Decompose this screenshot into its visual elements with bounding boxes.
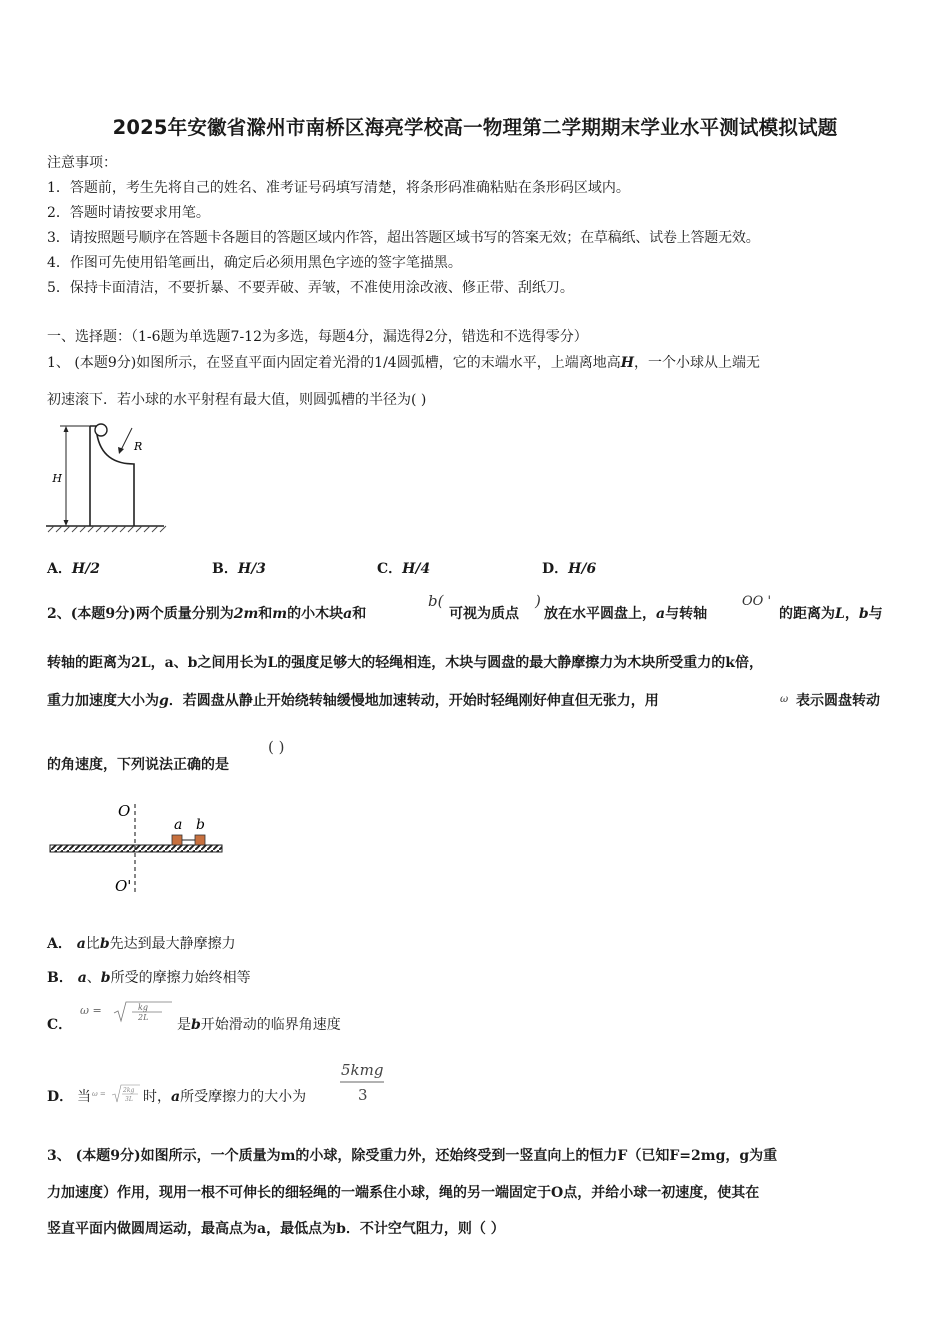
q2-option-d-formula: [92, 1082, 142, 1106]
q2-line4: 的角速度，下列说法正确的是: [47, 757, 229, 773]
q2-optd-lhs: ω =: [92, 1090, 106, 1098]
q2-option-c-formula: [80, 999, 174, 1027]
q1-figure: [40, 418, 170, 536]
q2-line3-end: 表示圆盘转动: [796, 693, 880, 709]
q1-fig-r-label: R: [134, 440, 143, 453]
notice-item: 5．保持卡面清洁，不要折暴、不要弄破、弄皱，不准使用涂改液、修正带、刮纸刀。: [47, 280, 574, 296]
page-title: 2025年安徽省滁州市南桥区海亮学校高一物理第二学期期末学业水平测试模拟试题: [112, 116, 838, 139]
q2-line1: 2、(本题9分)两个质量分别为2m和m的小木块a和: [47, 606, 367, 622]
q2-fig-o-bottom: O': [115, 877, 132, 895]
q1-option-b: B．H/3: [212, 561, 266, 577]
q2-optc-lhs: ω =: [80, 1004, 102, 1017]
q2-optd-den: 3L: [125, 1096, 133, 1103]
q2-close-paren: ): [535, 592, 541, 610]
q2-b-paren: b(: [428, 592, 444, 610]
q2-figure: [45, 796, 230, 896]
notice-item: 4．作图可先使用铅笔画出，确定后必须用黑色字迹的签字笔描黑。: [47, 255, 462, 271]
q2-option-d-fraction: [338, 1057, 388, 1107]
q3-line1: 3、 (本题9分)如图所示，一个质量为m的小球，除受重力外，还始终受到一竖直向上的恒力F（已知F=2mg，g为重: [47, 1148, 778, 1164]
q2-option-a: A． a比b先达到最大静摩擦力: [47, 936, 236, 952]
q2-omega: ω: [780, 694, 789, 705]
q1-option-a: A．H/2: [47, 561, 100, 577]
q2-option-c-letter: C．: [47, 1017, 73, 1033]
q2-option-c-text: 是b开始滑动的临界角速度: [177, 1017, 341, 1033]
notice-item: 1．答题前，考生先将自己的姓名、准考证号码填写清楚，将条形码准确粘贴在条形码区域内。: [47, 180, 630, 196]
section-heading: 一、选择题：（1-6题为单选题7-12为多选，每题4分，漏选得2分，错选和不选得零分）: [47, 329, 588, 345]
q3-line3: 竖直平面内做圆周运动，最高点为a，最低点为b．不计空气阻力，则（ ）: [47, 1221, 505, 1237]
q2-optd-den2: 3: [358, 1086, 368, 1104]
q2-line2: 转轴的距离为2L，a、b之间用长为L的强度足够大的轻绳相连，木块与圆盘的最大静摩擦力为木块所受重力的k倍，: [47, 655, 763, 671]
q2-optc-num: kg: [138, 1003, 148, 1012]
q1-fig-h-label: H: [52, 472, 62, 485]
q2-line3: 重力加速度大小为g．若圆盘从静止开始绕转轴缓慢地加速转动，开始时轻绳刚好伸直但无张力，用: [47, 693, 659, 709]
q2-optc-den: 2L: [138, 1013, 149, 1022]
q1-option-d: D．H/6: [542, 561, 597, 577]
q2-fig-o-top: O: [118, 802, 131, 820]
q2-optd-num: 2kg: [123, 1087, 135, 1094]
notice-item: 2．答题时请按要求用笔。: [47, 205, 210, 221]
notice-heading: 注意事项：: [47, 155, 117, 171]
q2-line1-viewpoint: 可视为质点: [449, 606, 519, 622]
q2-optd-num2: 5kmg: [341, 1061, 384, 1079]
q2-option-d-when: 当: [77, 1089, 91, 1105]
q2-fig-b: b: [196, 817, 205, 833]
q2-line1-rest: 放在水平圆盘上，a与转轴: [544, 606, 708, 622]
notice-item: 3．请按照题号顺序在答题卡各题目的答题区域内作答，超出答题区域书写的答案无效；在草稿纸、试卷上答题无效。: [47, 230, 760, 246]
q2-line1-end: 的距离为L，b与: [779, 606, 883, 622]
q2-answer-paren: ( ): [268, 738, 285, 756]
q2-option-d-letter: D．: [47, 1089, 74, 1105]
q1-option-c: C．H/4: [377, 561, 431, 577]
q3-line2: 力加速度）作用，现用一根不可伸长的细轻绳的一端系住小球，绳的另一端固定于O点，并给小球一初速度，使其在: [47, 1185, 760, 1201]
q1-line1: 1、 (本题9分)如图所示，在竖直平面内固定着光滑的1/4圆弧槽，它的末端水平，上端离地高H，一个小球从上端无: [47, 355, 760, 371]
q1-line2: 初速滚下．若小球的水平射程有最大值，则圆弧槽的半径为( ): [47, 392, 427, 408]
q2-option-d-text: 时，a所受摩擦力的大小为: [143, 1089, 307, 1105]
q2-fig-a: a: [174, 817, 183, 833]
q2-option-b: B． a、b所受的摩擦力始终相等: [47, 970, 251, 986]
q2-axis-oo: OO ': [742, 594, 772, 609]
